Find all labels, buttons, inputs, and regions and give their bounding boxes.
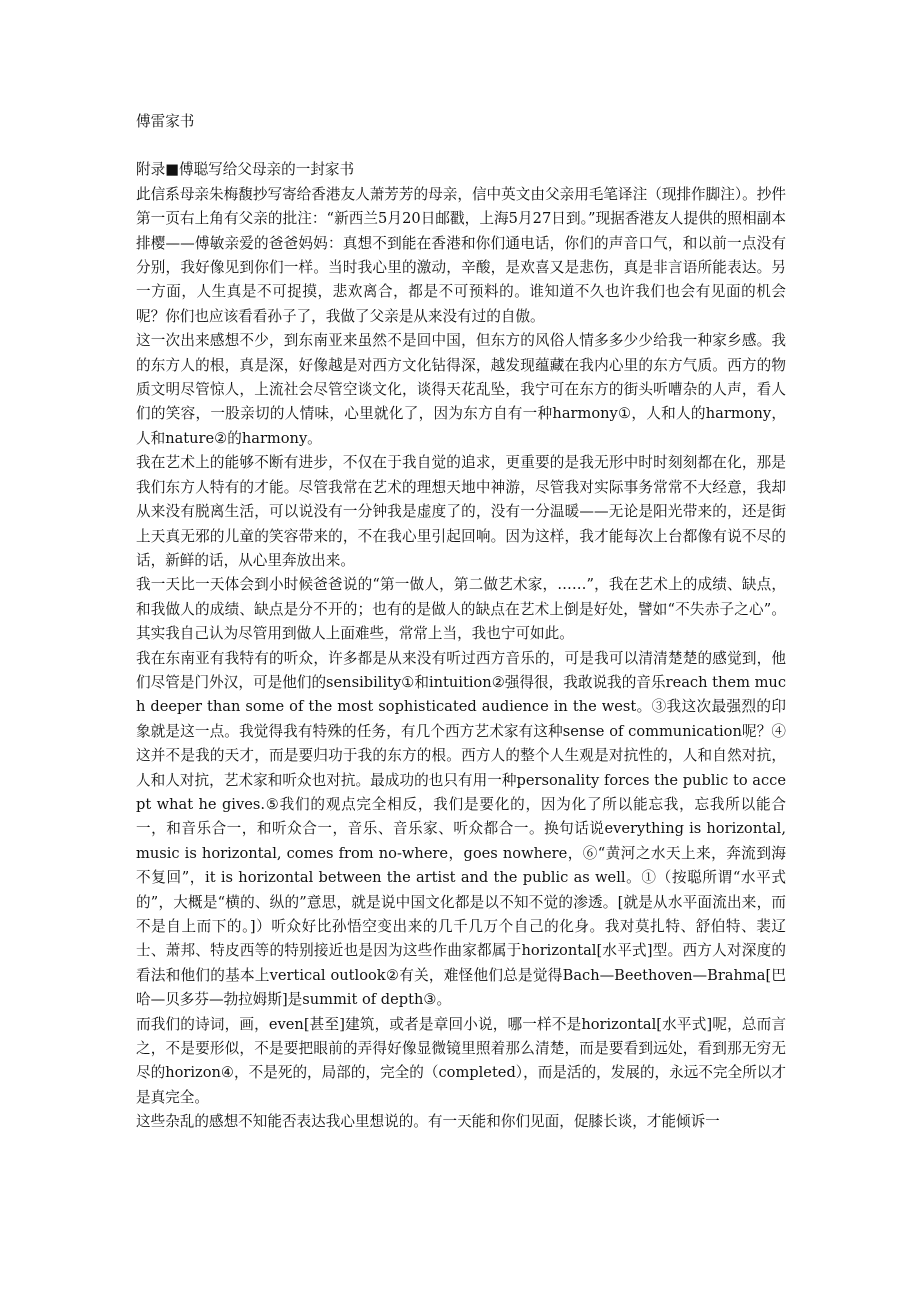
paragraph-6: 而我们的诗词，画，even[甚至]建筑，或者是章回小说，哪一样不是horizontal[水平式]呢，总而言之，不是要形似，不是要把眼前的弄得好像显微镜里照着那么清楚，而是要看到远处，看到那无穷无尽的horizon④，不是死的，局部的，完全的（completed），而是活的，发展的，永远不完全所以才是真完全。	[136, 1015, 786, 1106]
document-page	[136, 110, 786, 1135]
paragraph-4: 我一天比一天体会到小时候爸爸说的“第一做人，第二做艺术家，……”，我在艺术上的成绩、缺点，和我做人的成绩、缺点是分不开的；也有的是做人的缺点在艺术上倒是好处，譬如“不失赤子之心”。其实我自己认为尽管用到做人上面难些，常常上当，我也宁可如此。	[136, 576, 786, 643]
appendix-heading: 附录■傅聪写给父母亲的一封家书	[136, 161, 355, 179]
document-title: 傅雷家书	[136, 113, 195, 130]
paragraph-3: 我在艺术上的能够不断有进步，不仅在于我自觉的追求，更重要的是我无形中时时刻刻都在化，那是我们东方人特有的才能。尽管我常在艺术的理想天地中神游，尽管我对实际事务常常不大经意，我却从来没有脱离生活，可以说没有一分钟我是虚度了的，没有一分温暖——无论是阳光带来的，还是街上天真无邪的儿童的笑容带来的，不在我心里引起回响。因为这样，我才能每次上台都像有说不尽的话，新鲜的话，从心里奔放出来。	[136, 454, 786, 569]
paragraph-7: 这些杂乱的感想不知能否表达我心里想说的。有一天能和你们见面，促膝长谈，才能倾诉一	[136, 1113, 720, 1131]
paragraph-2: 这一次出来感想不少，到东南亚来虽然不是回中国，但东方的风俗人情多多少少给我一种家乡感。我的东方人的根，真是深，好像越是对西方文化钻得深，越发现蕴藏在我内心里的东方气质。西方的物质文明尽管惊人，上流社会尽管空谈文化，谈得天花乱坠，我宁可在东方的街头听嘈杂的人声，看人们的笑容，一股亲切的人情味，心里就化了，因为东方自有一种harmony①，人和人的harmony，人和nature②的harmony。	[136, 332, 786, 447]
paragraph-1: 此信系母亲朱梅馥抄写寄给香港友人萧芳芳的母亲，信中英文由父亲用毛笔译注（现排作脚注）。抄件第一页右上角有父亲的批注：“新西兰5月20日邮戳，上海5月27日到。”现据香港友人提供的照相副本排樱——傅敏亲爱的爸爸妈妈：真想不到能在香港和你们通电话，你们的声音口气，和以前一点没有分别，我好像见到你们一样。当时我心里的激动，辛酸，是欢喜又是悲伤，真是非言语所能表达。另一方面，人生真是不可捉摸，悲欢离合，都是不可预料的。谁知道不久也许我们也会有见面的机会呢？你们也应该看看孙子了，我做了父亲是从来没有过的自傲。	[136, 185, 786, 325]
paragraph-5: 我在东南亚有我特有的听众，许多都是从来没有听过西方音乐的，可是我可以清清楚楚的感觉到，他们尽管是门外汉，可是他们的sensibility①和intuition②强得很，我敢说我的音乐reach them much deeper than some of the most sophisticated audience in the west。③我这次最强烈的印象就是这一点。我觉得我有特殊的任务，有几个西方艺术家有这种sense of communication呢？④这并不是我的天才，而是要归功于我的东方的根。西方人的整个人生观是对抗性的，人和自然对抗，人和人对抗，艺术家和听众也对抗。最成功的也只有用一种personality forces the public to accept what he gives.⑤我们的观点完全相反，我们是要化的，因为化了所以能忘我，忘我所以能合一，和音乐合一，和听众合一，音乐、音乐家、听众都合一。换句话说everything is horizontal, music is horizontal, comes from no-where，goes nowhere，⑥“黄河之水天上来，奔流到海不复回”，it is horizontal between the artist and the public as well。①（按聪所谓“水平式的”，大概是“横的、纵的”意思，就是说中国文化都是以不知不觉的渗透。[就是从水平面流出来，而不是自上而下的。]）听众好比孙悟空变出来的几千几万个自己的化身。我对莫扎特、舒伯特、裴辽士、萧邦、特皮西等的特别接近也是因为这些作曲家都属于horizontal[水平式]型。西方人对深度的看法和他们的基本上vertical outlook②有关，难怪他们总是觉得Bach—Beethoven—Brahma[巴哈—贝多芬—勃拉姆斯]是summit of depth③。	[136, 649, 786, 1009]
